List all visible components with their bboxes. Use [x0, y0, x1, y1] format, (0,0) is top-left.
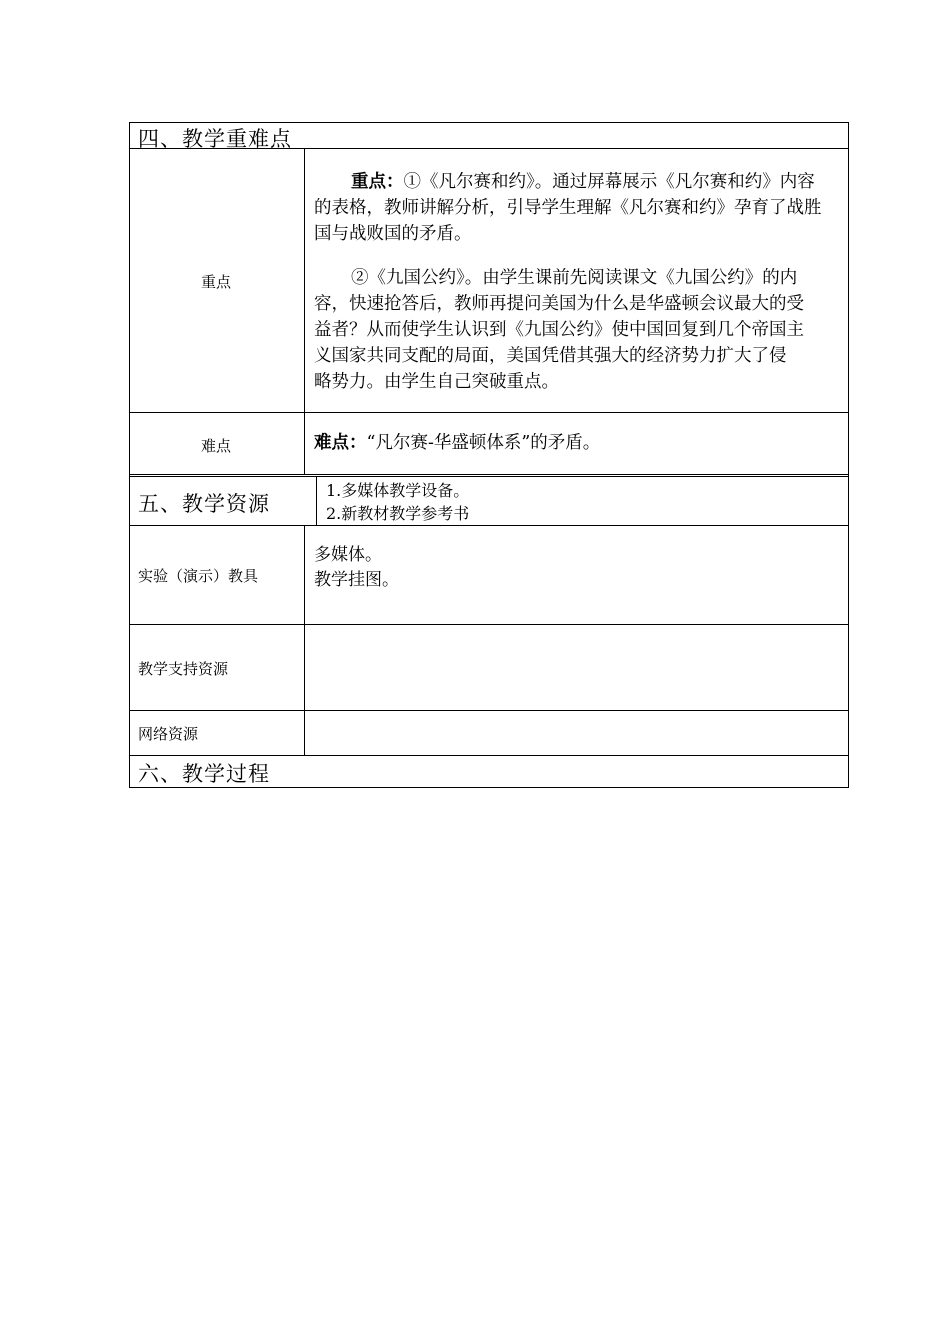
support-resources-label: 教学支持资源 [138, 660, 229, 678]
key-point-line: 略势力。由学生自己突破重点。 [314, 372, 559, 392]
key-point-content [314, 169, 840, 247]
key-point-content-2 [314, 265, 840, 395]
row-divider [129, 525, 849, 526]
resource-item: 2.新教材教学参考书 [326, 504, 470, 523]
demo-tools-item: 多媒体。 [314, 545, 382, 565]
demo-tools-item: 教学挂图。 [314, 570, 399, 590]
table-border-left [129, 122, 130, 788]
row-divider [129, 412, 849, 413]
key-point-line: 重点：①《凡尔赛和约》。通过屏幕展示《凡尔赛和约》内容 [351, 172, 815, 192]
row-divider [129, 624, 849, 625]
resource-item: 1.多媒体教学设备。 [326, 481, 470, 500]
demo-tools-label: 实验（演示）教具 [138, 567, 259, 585]
key-point-line: 容，快速抢答后，教师再提问美国为什么是华盛顿会议最大的受 [314, 294, 804, 314]
section-title-teaching-process: 六、教学过程 [138, 762, 270, 786]
difficulty-label: 难点 [201, 437, 232, 455]
key-point-line: 义国家共同支配的局面，美国凭借其强大的经济势力扩大了侵 [314, 346, 787, 366]
difficulty-lead: 难点： [314, 433, 367, 453]
network-resources-label: 网络资源 [138, 725, 199, 743]
key-point-line: 的表格，教师讲解分析，引导学生理解《凡尔赛和约》孕育了战胜 [314, 198, 822, 218]
column-divider [304, 525, 305, 755]
table-border-right [848, 122, 849, 788]
row-divider [129, 476, 849, 477]
key-point-line: 国与战败国的矛盾。 [314, 224, 472, 244]
section-title-resources: 五、教学资源 [138, 492, 270, 516]
column-divider [304, 148, 305, 475]
key-point-lead: 重点： [351, 172, 404, 192]
column-divider [316, 476, 317, 525]
difficulty-content: 难点：“凡尔赛-华盛顿体系”的矛盾。 [314, 433, 601, 453]
section-title-key-points: 四、教学重难点 [138, 127, 292, 151]
key-point-line: 益者？从而使学生认识到《九国公约》使中国回复到几个帝国主 [314, 320, 804, 340]
key-point-label: 重点 [201, 273, 232, 291]
key-point-line: ②《九国公约》。由学生课前先阅读课文《九国公约》的内 [351, 268, 798, 288]
row-divider [129, 474, 849, 475]
row-divider [129, 755, 849, 756]
row-divider [129, 710, 849, 711]
